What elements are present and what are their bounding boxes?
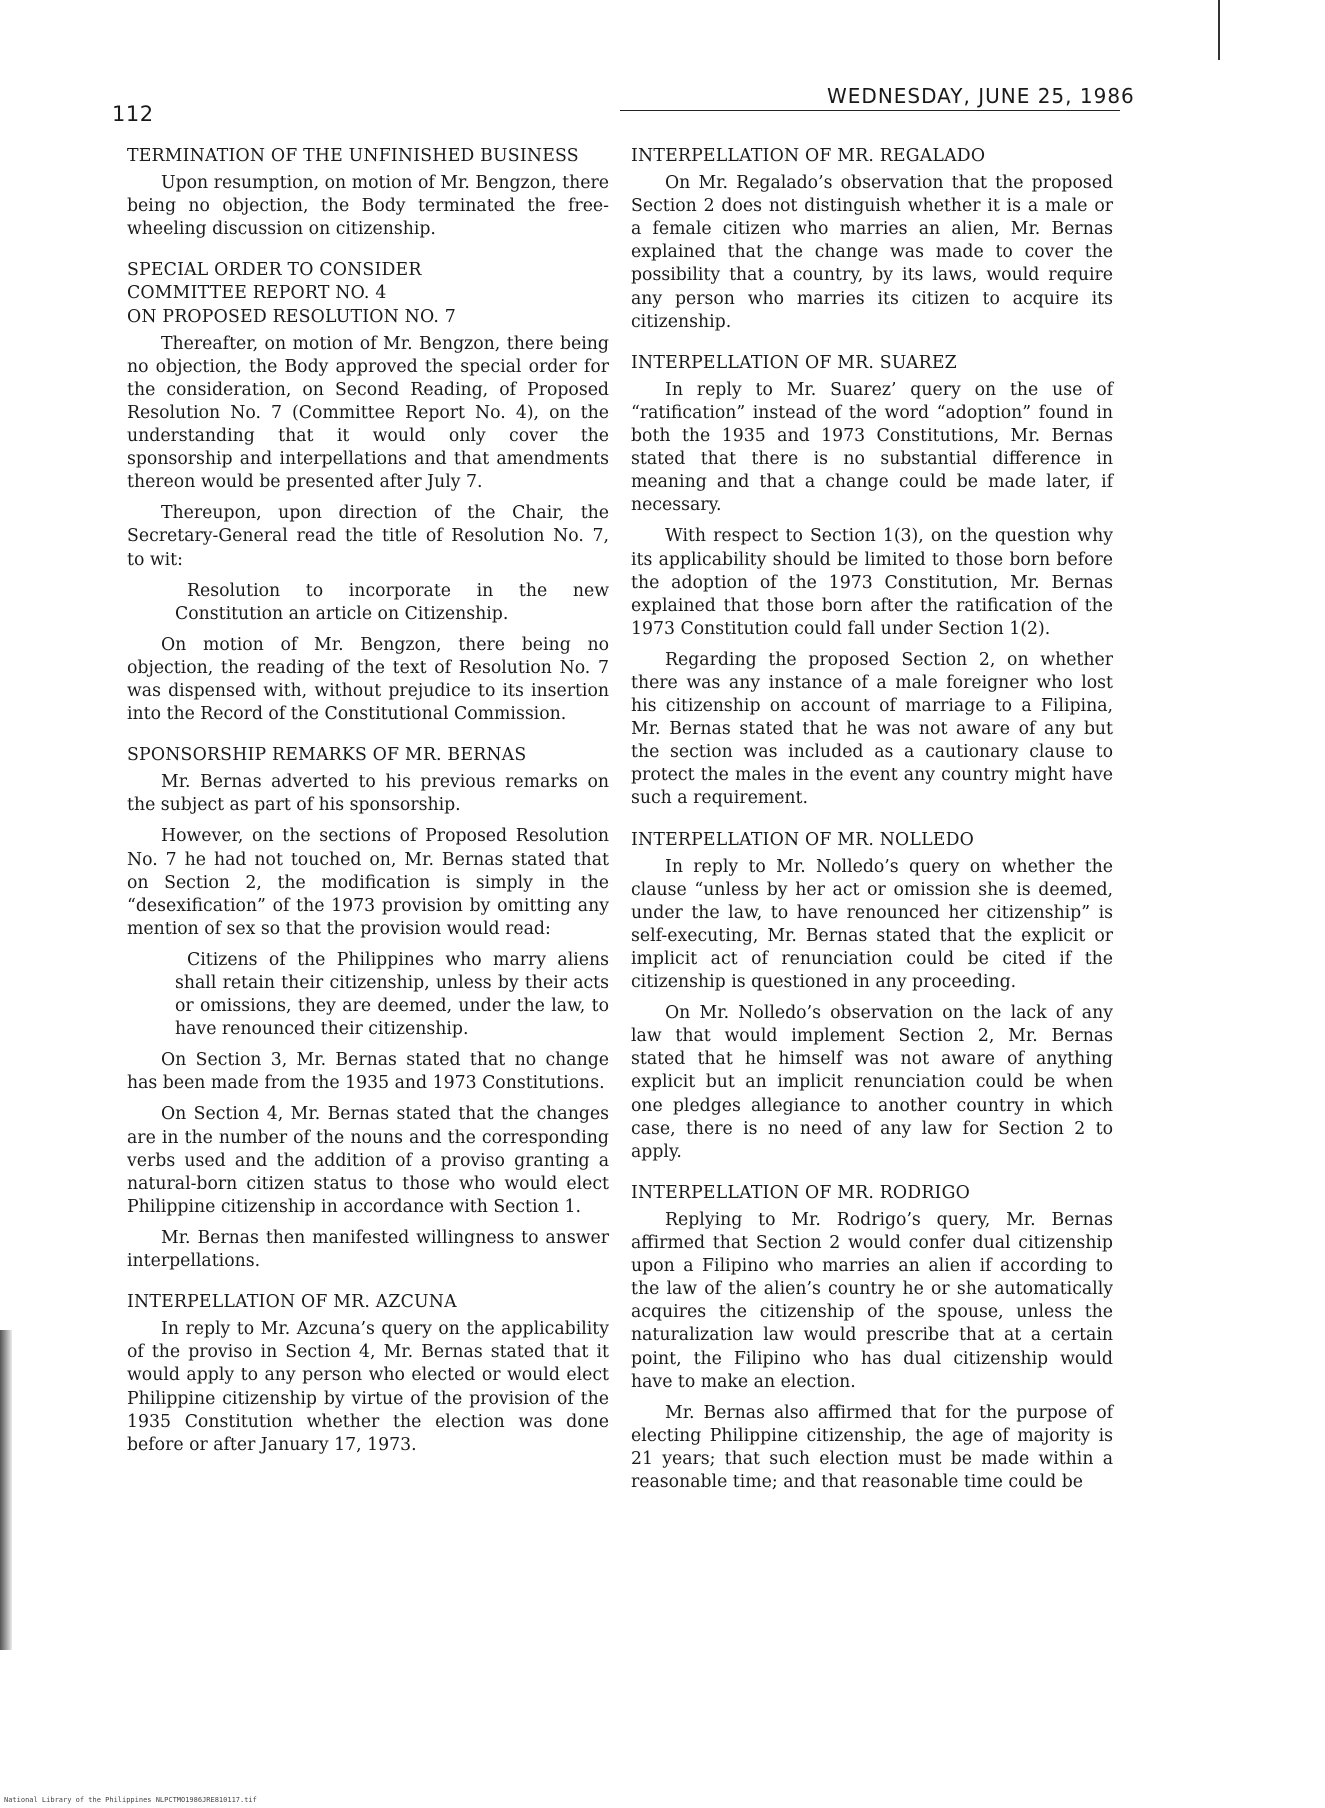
section-heading: SPONSORSHIP REMARKS OF MR. BERNAS: [127, 745, 527, 766]
paragraph: With respect to Section 1(3), on the question why its applicability should be limited to those born before the adoption of the 1973 Constitution, Mr. Bernas explained that those born after the ratification of the 1973 Constitution could fall under Section 1(2).: [631, 526, 1113, 639]
scan-footer: National Library of the Philippines NLPCTMO1986JRE810117.tif: [4, 1796, 257, 1804]
section-heading: INTERPELLATION OF MR. NOLLEDO: [631, 829, 974, 850]
paragraph: Thereafter, on motion of Mr. Bengzon, there being no objection, the Body approved the special order for the consideration, on Second Reading, of Proposed Resolution No. 7 (Committee Report No. 4), on the understanding that it would only cover the sponsorship and interpellations and that amendments thereon would be presented after July 7.: [127, 333, 609, 493]
paragraph: In reply to Mr. Nolledo’s query on whether the clause “unless by her act or omission she is deemed, under the law, to have renounced her citizenship” is self-executing, Mr. Bernas stated that the explicit or implicit act of renunciation could be cited if the citizenship is questioned in any proceeding.: [631, 856, 1113, 993]
block-quote: Resolution to incorporate in the new Constitution an article on Citizenship.: [175, 580, 609, 624]
paragraph: On Mr. Nolledo’s observation on the lack of any law that would implement Section 2, Mr. Bernas stated that he himself was not aware of anything explicit but an implicit renunciation could be when one pledges allegiance to another country in which case, there is no need of any law for Section 2 to apply.: [631, 1003, 1113, 1162]
section-heading: TERMINATION OF THE UNFINISHED BUSINESS: [127, 146, 579, 166]
left-column: [127, 145, 609, 1465]
page-number: 112: [112, 102, 154, 126]
paragraph: In reply to Mr. Azcuna’s query on the applicability of the proviso in Section 4, Mr. Bernas stated that it would apply to any person who elected or would elect Philippine citizenship by virtue of the provision of the 1935 Constitution whether the election was done before or after January 17, 1973.: [127, 1319, 609, 1455]
section-heading: INTERPELLATION OF MR. REGALADO: [631, 146, 986, 166]
header-rule: [620, 110, 1120, 111]
right-column: [631, 145, 1113, 1502]
paragraph: On Section 4, Mr. Bernas stated that the changes are in the number of the nouns and the corresponding verbs used and the addition of a proviso granting a natural-born citizen status to those who would elect Philippine citizenship in accordance with Section 1.: [127, 1104, 609, 1217]
paragraph: Upon resumption, on motion of Mr. Bengzon, there being no objection, the Body terminated the free-wheeling discussion on citizenship.: [127, 173, 609, 240]
section-heading: INTERPELLATION OF MR. SUAREZ: [631, 352, 957, 373]
paragraph: In reply to Mr. Suarez’ query on the use of “ratification” instead of the word “adoption” found in both the 1935 and 1973 Constitutions, Mr. Bernas stated that there is no substantial difference in meaning and that a change could be made later, if necessary.: [631, 379, 1113, 516]
page-date: WEDNESDAY, JUNE 25, 1986: [827, 84, 1135, 108]
paragraph: Replying to Mr. Rodrigo’s query, Mr. Bernas affirmed that Section 2 would confer dual citizenship upon a Filipino who marries an alien if according to the law of the alien’s country he or she automatically acquires the citizenship of the spouse, unless the naturalization law would prescribe that at a certain point, the Filipino who has dual citizenship would have to make an election.: [631, 1209, 1113, 1392]
heading-line: COMMITTEE REPORT NO. 4: [127, 283, 387, 304]
paragraph: Mr. Bernas then manifested willingness to answer interpellations.: [127, 1227, 609, 1272]
section-heading: INTERPELLATION OF MR. AZCUNA: [127, 1292, 457, 1313]
paragraph: However, on the sections of Proposed Resolution No. 7 he had not touched on, Mr. Bernas stated that on Section 2, the modification is simply in the “desexification” of the 1973 provision by omitting any mention of sex so that the provision would read:: [127, 826, 609, 939]
section-heading: [127, 259, 609, 328]
heading-line: ON PROPOSED RESOLUTION NO. 7: [127, 306, 456, 327]
paragraph: Mr. Bernas also affirmed that for the purpose of electing Philippine citizenship, the age of majority is 21 years; that such election must be made within a reasonable time; and that reasonable time could be: [631, 1402, 1113, 1492]
paragraph: Thereupon, upon direction of the Chair, the Secretary-General read the title of Resolution No. 7, to wit:: [127, 503, 609, 570]
paragraph: On Mr. Regalado’s observation that the proposed Section 2 does not distinguish whether it is a male or a female citizen who marries an alien, Mr. Bernas explained that the change was made to cover the possibility that a country, by its laws, would require any person who marries its citizen to acquire its citizenship.: [631, 173, 1113, 332]
heading-line: SPECIAL ORDER TO CONSIDER: [127, 260, 422, 281]
scan-shadow: [0, 1330, 12, 1650]
paragraph: On Section 3, Mr. Bernas stated that no change has been made from the 1935 and 1973 Constitutions.: [127, 1050, 609, 1094]
section-heading: INTERPELLATION OF MR. RODRIGO: [631, 1182, 970, 1203]
paragraph: On motion of Mr. Bengzon, there being no objection, the reading of the text of Resolution No. 7 was dispensed with, without prejudice to its insertion into the Record of the Constitutional Commission.: [127, 634, 609, 725]
page-edge-line: [1218, 0, 1220, 60]
paragraph: Regarding the proposed Section 2, on whether there was any instance of a male foreigner who lost his citizenship on account of marriage to a Filipina, Mr. Bernas stated that he was not aware of any but the section was included as a cautionary clause to protect the males in the event any country might have such a requirement.: [631, 649, 1113, 809]
paragraph: Mr. Bernas adverted to his previous remarks on the subject as part of his sponsorship.: [127, 772, 609, 816]
block-quote: Citizens of the Philippines who marry aliens shall retain their citizenship, unless by their acts or omissions, they are deemed, under the law, to have renounced their citizenship.: [175, 949, 609, 1040]
